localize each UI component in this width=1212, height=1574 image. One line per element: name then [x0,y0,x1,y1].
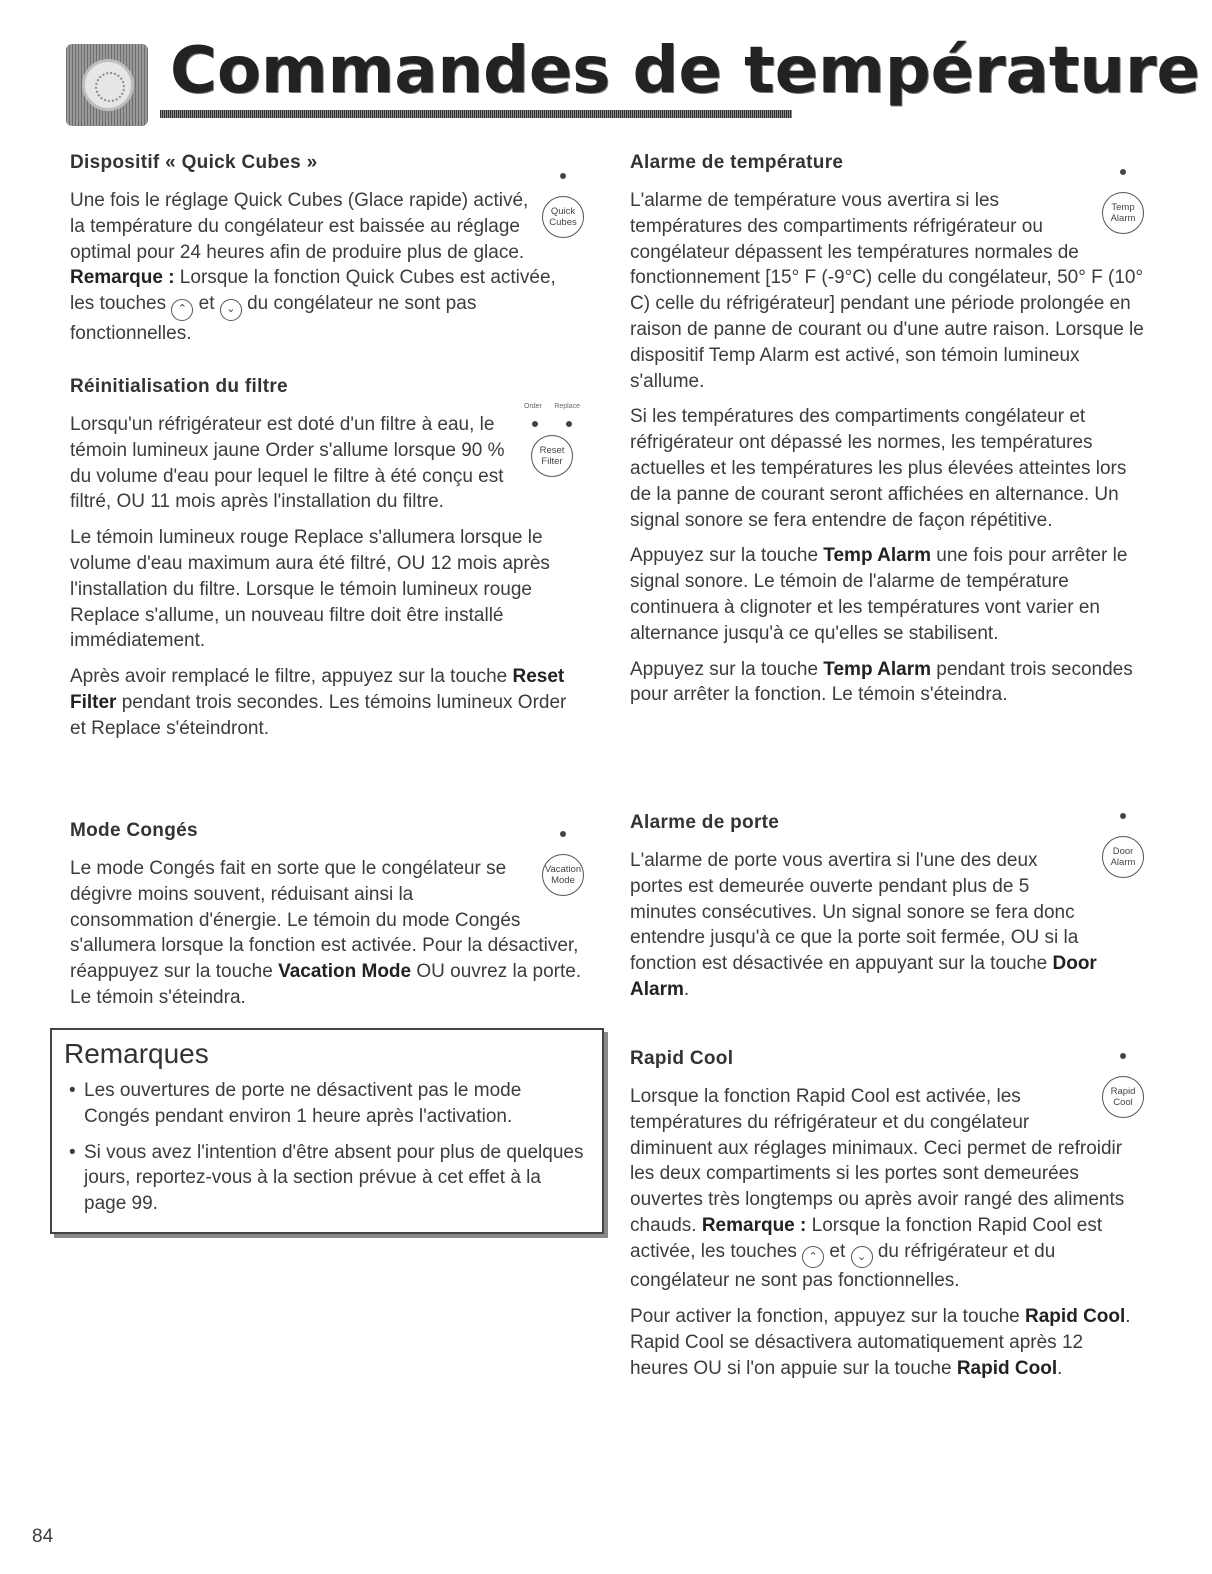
replace-led-icon [566,421,572,427]
filter-reset-text-3: Après avoir remplacé le filtre, appuyez sur la touche Reset Filter pendant trois secondes. Les témoins lumineux Order et Replace s'éteindront. [70,666,567,739]
vacation-mode-button-icon: Vacation Mode [542,854,584,896]
filter-reset-text-1: Order Replace Reset Filter Lorsqu'un réfrigérateur est doté d'un filtre à eau, le témoin lumineux jaune Order s'allume lorsque 90 % du volume d'eau pour lequel le filtre à été conçu est filtré, OU 11 mois après l'installation du filtre. [70,412,584,515]
rapid-cool-text-1: Rapid Cool Lorsque la fonction Rapid Cool est activée, les températures du réfrigérateur et du congélateur diminuent aux réglages minimaux. Ceci permet de refroidir les deux compartiments si les portes sont demeurées ouvertes très longtemps ou après avoir rangé des aliments chauds. Remarque : Lorsque la fonction Rapid Cool est activée, les touches ⌃ et ⌄ du réfrigérateur et du congélateur ne sont pas fonctionnelles. [630,1084,1144,1294]
quick-cubes-text: Quick Cubes Une fois le réglage Quick Cubes (Glace rapide) activé, la température du congélateur est baissée au réglage optimal pour 24 heures afin de produire plus de glace. Remarque : Lorsque la fonction Quick Cubes est activée, les touches ⌃ et ⌄ du congélateur ne sont pas fonctionnelles. [70,188,584,346]
door-alarm-section [630,812,1144,1013]
temp-alarm-text-4: Appuyez sur la touche Temp Alarm pendant trois secondes pour arrêter la fonction. Le témoin s'éteindra. [630,658,1133,706]
quick-cubes-button-icon: Quick Cubes [542,196,584,238]
door-alarm-text: Door Alarm L'alarme de porte vous avertira si l'une des deux portes est demeurée ouverte pendant plus de 5 minutes consécutives. Un signal sonore se fera donc entendre jusqu'à ce que la porte soit fermée, OU si la fonction est désactivée en appuyant sur la touche Door Alarm. [630,848,1144,1003]
temp-alarm-text-3: Appuyez sur la touche Temp Alarm une fois pour arrêter le signal sonore. Le témoin de l'alarme de température continuera à clignoter et les températures vont varier en alternance jusqu'à ce qu'elles se stabilisent. [630,545,1128,644]
page-number: 84 [32,1526,54,1547]
note-item: • Si vous avez l'intention d'être absent pour plus de quelques jours, reportez-vous à la section prévue à cet effet à la page 99. [84,1140,588,1217]
rapid-cool-text-2: Pour activer la fonction, appuyez sur la touche Rapid Cool. Rapid Cool se désactivera automatiquement après 12 heures OU si l'on appuie sur la touche Rapid Cool. [630,1306,1131,1379]
temp-alarm-section [630,152,1144,718]
order-led-label: Order [524,403,542,410]
door-alarm-button-icon: Door Alarm [1102,836,1144,878]
filter-reset-section [70,376,584,752]
vacation-mode-text: Vacation Mode Le mode Congés fait en sorte que le congélateur se dégivre moins souvent, réduisant ainsi la consommation d'énergie. Le témoin du mode Congés s'allumera lorsque la fonction est activée. Pour la désactiver, réappuyez sur la touche Vacation Mode OU ouvrez la porte. Le témoin s'éteindra. [70,856,584,1011]
door-alarm-heading: Alarme de porte [630,812,780,833]
rapid-cool-section [630,1048,1144,1391]
notes-box [50,1028,604,1234]
filter-reset-heading: Réinitialisation du filtre [70,376,288,397]
thermostat-dial-icon [66,44,148,126]
title-underline [160,110,792,118]
order-led-icon [532,421,538,427]
reset-filter-button-icon: Reset Filter [531,435,573,477]
temp-alarm-heading: Alarme de température [630,152,844,173]
down-arrow-icon: ⌄ [220,299,242,321]
up-arrow-icon: ⌃ [802,1246,824,1268]
rapid-cool-button-icon: Rapid Cool [1102,1076,1144,1118]
vacation-mode-section [70,820,584,1021]
notes-list [64,1078,588,1217]
temp-alarm-text-1: Temp Alarm L'alarme de température vous avertira si les températures des compartiments réfrigérateur ou congélateur dépassent les températures normales de fonctionnement [15° F (-9°C) celle du congélateur, 50° F (10° C) celle du réfrigérateur] pendant une période prolongée en raison de panne de courant ou d'une autre raison. Lorsque le dispositif Temp Alarm est activé, son témoin lumineux s'allume. [630,190,1144,392]
temp-alarm-button-icon: Temp Alarm [1102,192,1144,234]
temp-alarm-text-2: Si les températures des compartiments congélateur et réfrigérateur ont dépassé les normes, les températures actuelles et les températures les plus élevées atteintes lors de la panne de courant seront affichées en alternance. Un signal sonore se fera entendre de façon répétitive. [630,406,1127,531]
reset-filter-control [520,394,584,477]
replace-led-label: Replace [554,403,580,410]
down-arrow-icon: ⌄ [851,1246,873,1268]
vacation-mode-heading: Mode Congés [70,820,198,841]
note-item: • Les ouvertures de porte ne désactivent pas le mode Congés pendant environ 1 heure après l'activation. [84,1078,588,1130]
filter-reset-text-2: Le témoin lumineux rouge Replace s'allumera lorsque le volume d'eau maximum aura été filtré, OU 12 mois après l'installation du filtre. Lorsque le témoin lumineux rouge Replace s'allume, un nouveau filtre doit être installé immédiatement. [70,527,550,652]
notes-heading: Remarques [64,1038,209,1069]
quick-cubes-heading: Dispositif « Quick Cubes » [70,152,318,173]
rapid-cool-heading: Rapid Cool [630,1048,734,1069]
up-arrow-icon: ⌃ [171,299,193,321]
page-title: Commandes de température [170,34,1200,108]
quick-cubes-section [70,152,584,356]
